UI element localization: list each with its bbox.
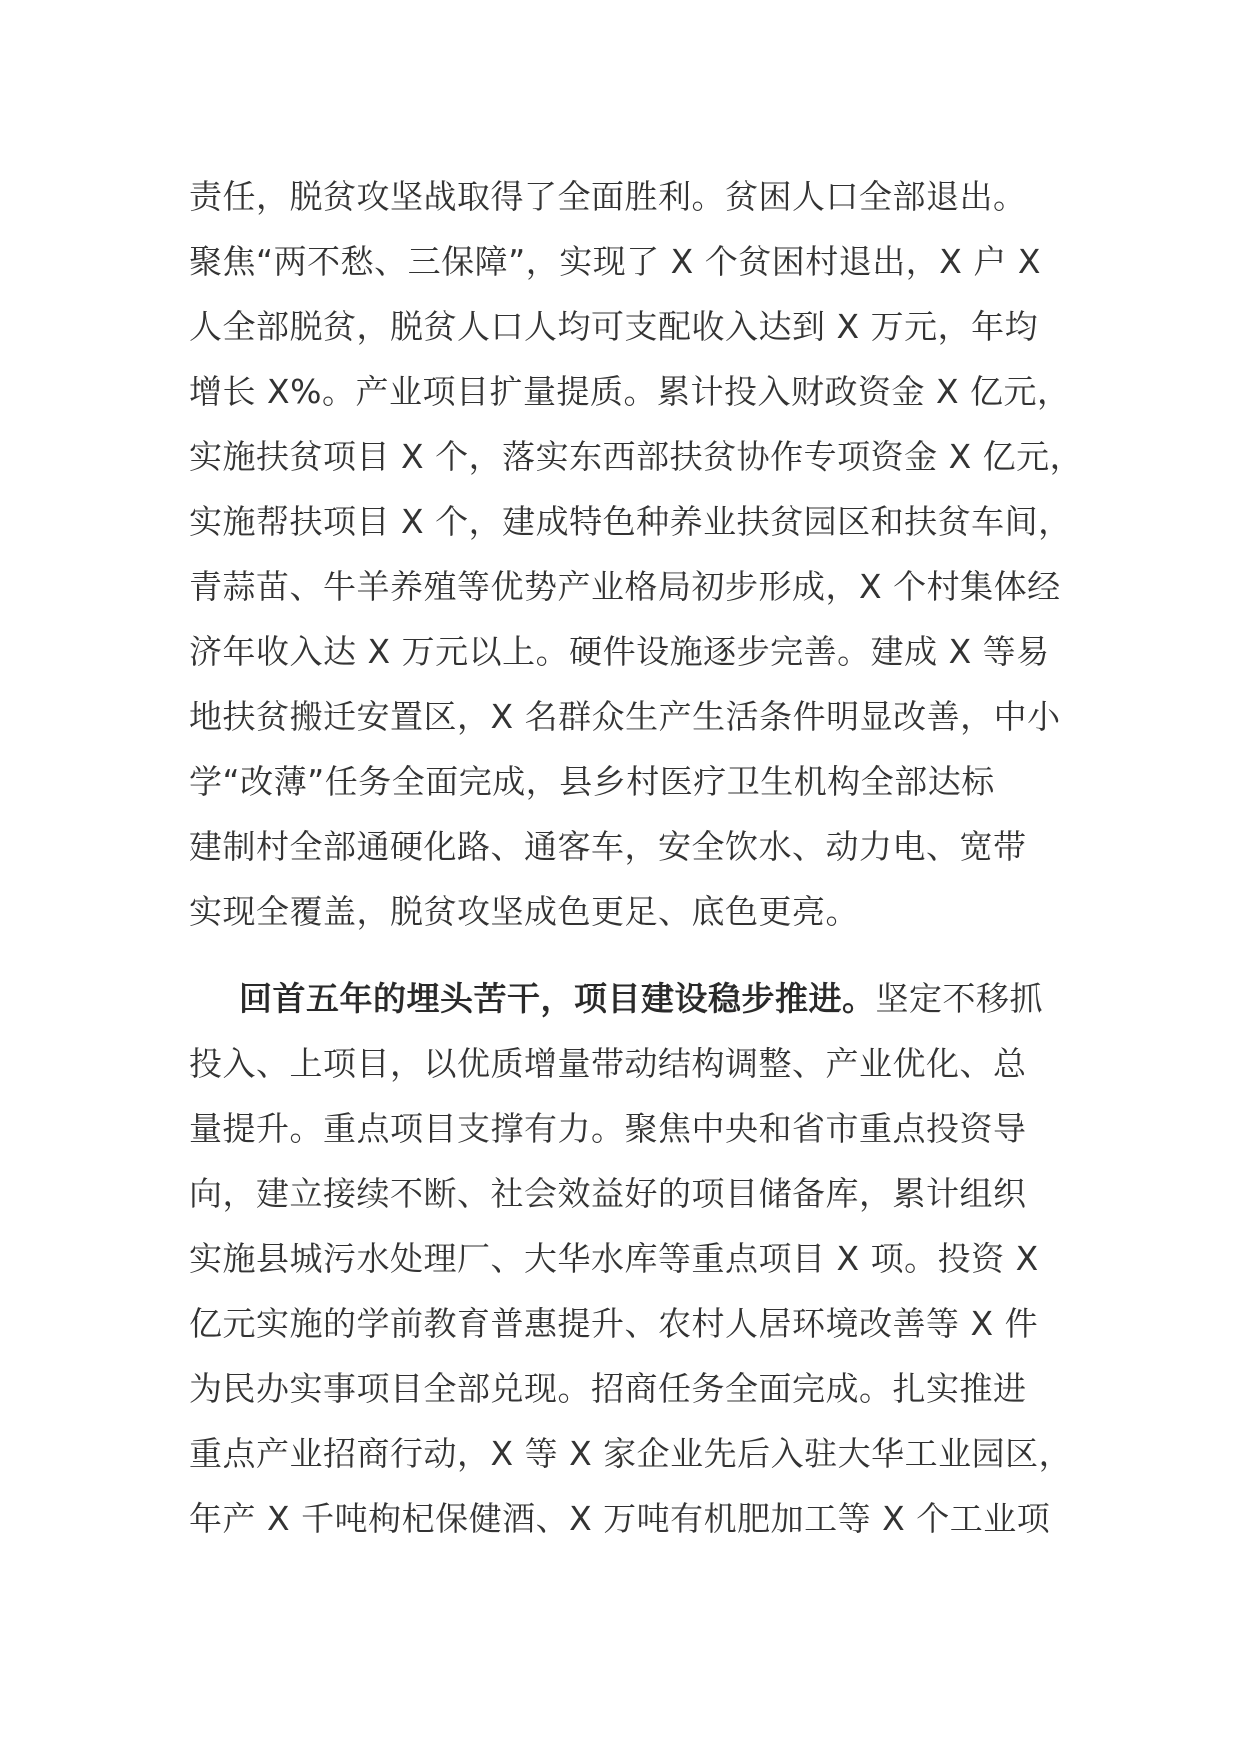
text-line: 实施扶贫项目 X 个，落实东西部扶贫协作专项资金 X 亿元， <box>189 437 1084 476</box>
text-line: 实施县城污水处理厂、大华水库等重点项目 X 项。投资 X <box>189 1239 1039 1278</box>
text-line: 向，建立接续不断、社会效益好的项目储备库，累计组织 <box>189 1174 1027 1213</box>
text-line: 青蒜苗、牛羊养殖等优势产业格局初步形成，X 个村集体经 <box>189 567 1061 606</box>
paragraph-1 <box>189 164 1084 944</box>
text-run: 坚定不移抓 <box>875 979 1043 1018</box>
text-line: 实现全覆盖，脱贫攻坚成色更足、底色更亮。 <box>189 892 859 931</box>
text-line: 聚焦“两不愁、三保障”，实现了 X 个贫困村退出，X 户 X <box>189 242 1041 281</box>
text-line: 重点产业招商行动，X 等 X 家企业先后入驻大华工业园区， <box>189 1434 1073 1473</box>
text-line: 量提升。重点项目支撑有力。聚焦中央和省市重点投资导 <box>189 1109 1027 1148</box>
text-line: 投入、上项目，以优质增量带动结构调整、产业优化、总 <box>189 1044 1027 1083</box>
text-line: 济年收入达 X 万元以上。硬件设施逐步完善。建成 X 等易 <box>189 632 1050 671</box>
text-line: 学“改薄”任务全面完成，县乡村医疗卫生机构全部达标 <box>189 762 995 801</box>
text-line: 年产 X 千吨枸杞保健酒、X 万吨有机肥加工等 X 个工业项 <box>189 1499 1051 1538</box>
section-heading: 回首五年的埋头苦干，项目建设稳步推进。 <box>239 979 876 1018</box>
paragraph-2 <box>189 966 1073 1551</box>
text-line-first <box>189 966 1069 1031</box>
text-line: 亿元实施的学前教育普惠提升、农村人居环境改善等 X 件 <box>189 1304 1039 1343</box>
text-line: 增长 X%。产业项目扩量提质。累计投入财政资金 X 亿元， <box>189 372 1071 411</box>
text-line: 责任，脱贫攻坚战取得了全面胜利。贫困人口全部退出。 <box>189 177 1027 216</box>
document-body <box>189 164 1084 1551</box>
text-line: 实施帮扶项目 X 个，建成特色种养业扶贫园区和扶贫车间， <box>189 502 1072 541</box>
text-line: 为民办实事项目全部兑现。招商任务全面完成。扎实推进 <box>189 1369 1027 1408</box>
text-line: 人全部脱贫，脱贫人口人均可支配收入达到 X 万元，年均 <box>189 307 1039 346</box>
text-line: 地扶贫搬迁安置区，X 名群众生产生活条件明显改善，中小 <box>189 697 1061 736</box>
text-line: 建制村全部通硬化路、通客车，安全饮水、动力电、宽带 <box>189 827 1027 866</box>
paragraph-spacer <box>189 944 1069 966</box>
